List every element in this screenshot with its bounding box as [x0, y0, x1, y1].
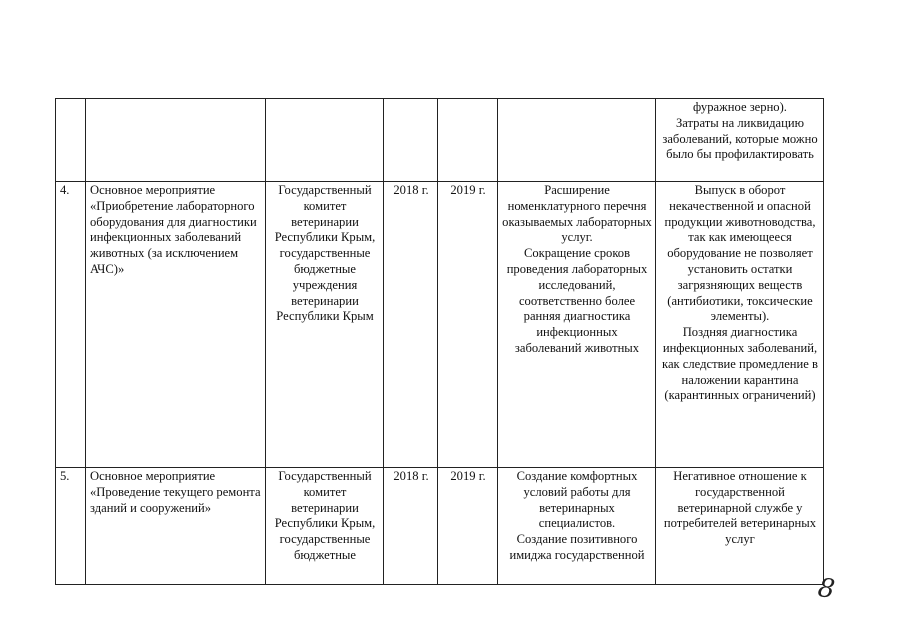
table-row	[56, 99, 824, 182]
row-number: 5.	[56, 468, 86, 585]
row-number	[56, 99, 86, 182]
consequence: фуражное зерно). Затраты на ликвидацию заболеваний, которые можно было бы профилактировать	[656, 99, 824, 182]
end-year	[438, 99, 498, 182]
executor	[266, 99, 384, 182]
end-year: 2019 г.	[438, 468, 498, 585]
end-year: 2019 г.	[438, 182, 498, 468]
measure-name	[86, 99, 266, 182]
start-year: 2018 г.	[384, 182, 438, 468]
expected-result: Создание комфортных условий работы для ветеринарных специалистов. Создание позитивного имиджа государственной	[498, 468, 656, 585]
executor: Государственный комитет ветеринарии Республики Крым, государственные бюджетные учреждения ветеринарии Республики Крым	[266, 182, 384, 468]
executor: Государственный комитет ветеринарии Республики Крым, государственные бюджетные	[266, 468, 384, 585]
expected-result	[498, 99, 656, 182]
consequence: Выпуск в оборот некачественной и опасной продукции животноводства, так как имеющееся оборудование не позволяет установить остатки загрязняющих веществ (антибиотики, токсические элементы). Поздняя диагностика инфекционных заболеваний, как следствие промедление в наложении карантина (карантинных ограничений)	[656, 182, 824, 468]
table-row	[56, 182, 824, 468]
table-row	[56, 468, 824, 585]
measure-name: Основное мероприятие «Приобретение лабораторного оборудования для диагностики инфекционных заболеваний животных (за исключением АЧС)»	[86, 182, 266, 468]
expected-result: Расширение номенклатурного перечня оказываемых лабораторных услуг. Сокращение сроков проведения лабораторных исследований, соответственно более ранняя диагностика инфекционных заболеваний животных	[498, 182, 656, 468]
page-number: 8	[815, 572, 837, 606]
start-year: 2018 г.	[384, 468, 438, 585]
measure-name: Основное мероприятие «Проведение текущего ремонта зданий и сооружений»	[86, 468, 266, 585]
row-number: 4.	[56, 182, 86, 468]
consequence: Негативное отношение к государственной ветеринарной службе у потребителей ветеринарных услуг	[656, 468, 824, 585]
measures-table	[55, 98, 824, 585]
start-year	[384, 99, 438, 182]
